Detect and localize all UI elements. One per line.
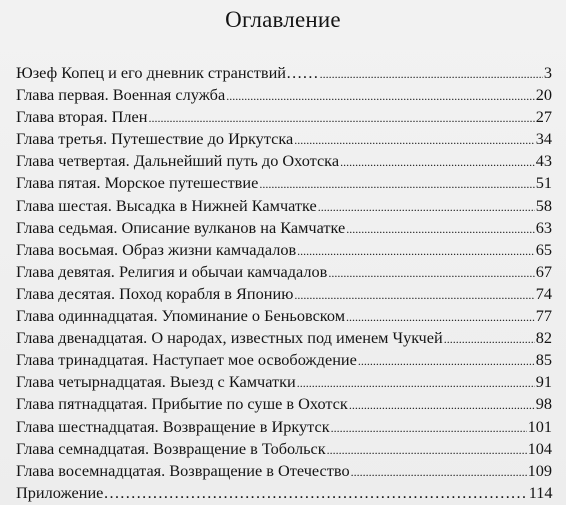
- dot-leader: [328, 261, 534, 284]
- toc-entry: [16, 239, 552, 261]
- toc-entry-title: Глава десятая. Поход корабля в Японию: [16, 283, 294, 303]
- toc-entry-page: 27: [535, 107, 552, 127]
- toc-entry-title: Глава восемнадцатая. Возвращение в Отечество: [16, 460, 350, 480]
- toc-entry-title: Глава четырнадцатая. Выезд с Камчатки: [16, 372, 296, 392]
- toc-entry: [16, 172, 552, 194]
- dot-leader: [346, 305, 535, 328]
- toc-entry: [16, 195, 552, 217]
- dot-leader: [297, 239, 535, 262]
- toc-entry-title: Глава одиннадцатая. Упоминание о Беньовском: [16, 306, 346, 326]
- toc-entry-page: 82: [535, 328, 552, 348]
- toc-entry-page: 91: [535, 372, 552, 392]
- toc-entry-page: 85: [535, 350, 552, 370]
- toc-entry-page: 58: [535, 195, 552, 215]
- toc-entry-page: 65: [535, 239, 552, 259]
- toc-entry: [16, 327, 552, 349]
- toc-entry: [16, 261, 552, 283]
- toc-entry-title: Глава четвертая. Дальнейший путь до Охотска: [16, 151, 340, 171]
- toc-entry-title: Глава третья. Путешествие до Иркутска: [16, 129, 294, 149]
- toc-entry-title: Глава шестая. Высадка в Нижней Камчатке: [16, 195, 317, 215]
- toc-entry-title: Глава первая. Военная служба: [16, 85, 226, 105]
- toc-entry-page: 63: [535, 217, 552, 237]
- toc-entry-page: 67: [535, 261, 552, 281]
- dot-leader: [294, 283, 534, 306]
- toc-entry-page: 101: [527, 416, 552, 436]
- toc-entry-title: Глава седьмая. Описание вулканов на Камчатке: [16, 217, 346, 237]
- dot-leader: [320, 62, 543, 85]
- toc-entry-title: Глава восьмая. Образ жизни камчадалов: [16, 239, 297, 259]
- dot-leader: [297, 371, 535, 394]
- toc-entry-page: 20: [535, 85, 552, 105]
- toc-entry-page: 77: [535, 306, 552, 326]
- toc-entry: [16, 283, 552, 305]
- toc-entry-title: Глава тринадцатая. Наступает мое освобождение: [16, 350, 357, 370]
- dot-leader: [349, 393, 535, 416]
- dot-leader: [294, 128, 534, 151]
- toc-entry: [16, 438, 552, 460]
- toc-entry-title: Приложение……………………………………………………………………: [16, 482, 527, 502]
- toc-entry-page: 3: [543, 63, 552, 82]
- toc-entry-title: Глава шестнадцатая. Возвращение в Иркутск: [16, 416, 330, 436]
- toc-entry: [16, 305, 552, 327]
- dot-leader: [318, 195, 535, 218]
- toc-entry-page: 114: [528, 482, 553, 502]
- dot-leader: [259, 172, 534, 195]
- toc-entry-page: 104: [527, 438, 552, 458]
- toc-entry: [16, 217, 552, 239]
- table-of-contents: [16, 62, 552, 504]
- toc-entry: [16, 106, 552, 128]
- toc-entry: [16, 371, 552, 393]
- toc-entry: [16, 150, 552, 172]
- toc-entry: [16, 349, 552, 371]
- toc-entry-page: 51: [535, 173, 552, 193]
- toc-entry: [16, 482, 552, 504]
- dot-leader: [327, 438, 527, 461]
- dot-leader: [444, 327, 535, 350]
- dot-leader: [351, 460, 527, 483]
- toc-entry: [16, 84, 552, 106]
- dot-leader: [346, 217, 534, 240]
- toc-entry-page: 109: [527, 460, 552, 480]
- toc-entry-title: Глава пятая. Морское путешествие: [16, 173, 259, 193]
- dot-leader: [226, 84, 535, 107]
- toc-entry-page: 74: [535, 283, 552, 303]
- toc-entry: [16, 460, 552, 482]
- toc-entry-title: Глава семнадцатая. Возвращение в Тобольск: [16, 438, 326, 458]
- page-title: Оглавление: [225, 7, 341, 32]
- toc-entry-title: Глава пятнадцатая. Прибытие по суше в Охотск: [16, 394, 348, 414]
- toc-entry-title: Юзеф Копец и его дневник странствий……: [16, 63, 319, 82]
- dot-leader: [340, 150, 535, 173]
- toc-entry-page: 98: [535, 394, 552, 414]
- toc-entry: [16, 416, 552, 438]
- dot-leader: [148, 106, 534, 129]
- dot-leader: [331, 416, 527, 439]
- toc-entry: [16, 393, 552, 415]
- dot-leader: [358, 349, 535, 372]
- toc-entry-title: Глава двенадцатая. О народах, известных под именем Чукчей: [16, 328, 443, 348]
- toc-entry-title: Глава вторая. Плен: [16, 107, 148, 127]
- toc-entry-page: 43: [535, 151, 552, 171]
- toc-entry: [16, 128, 552, 150]
- toc-entry-title: Глава девятая. Религия и обычаи камчадалов: [16, 261, 328, 281]
- toc-entry-page: 34: [535, 129, 552, 149]
- toc-entry: [16, 62, 552, 84]
